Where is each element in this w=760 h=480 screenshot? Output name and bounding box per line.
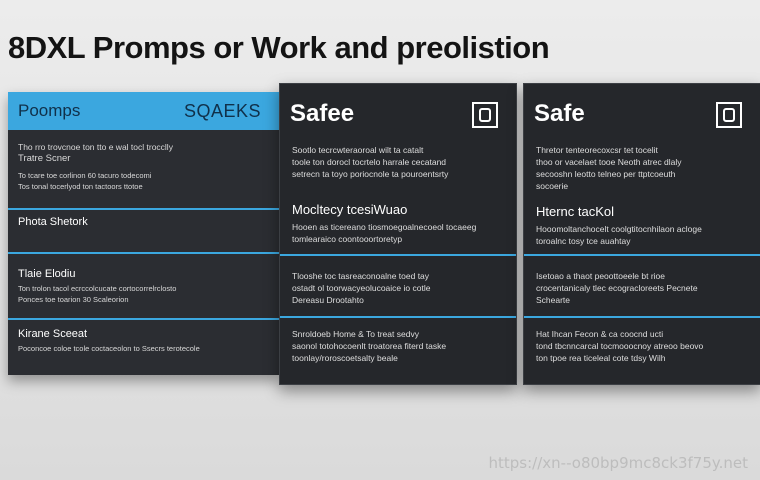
page-title: 8DXL Promps or Work and preolistion	[8, 30, 550, 65]
lock-icon	[716, 102, 742, 128]
left-section-line: Ton trolon tacol ecrccolcucate cortocorrelrclosto	[18, 284, 177, 293]
card-line: Isetoao a thaot peoottoeele bt rioe	[536, 271, 666, 281]
card-line: toole ton dorocl tocrtelo harrale cecatand	[292, 157, 447, 167]
left-section-heading: Kirane Sceeat	[18, 328, 88, 340]
left-header-right-label: SQAEKS	[183, 100, 261, 121]
card-line: toroalnc tosy tce auahtay	[536, 236, 631, 246]
card-line: toonlay/roroscoetsalty beale	[292, 353, 398, 363]
card-line: tomlearaico coontooortoretyp	[292, 234, 403, 244]
left-section-heading: Phota Shetork	[18, 216, 88, 228]
card-divider	[280, 254, 516, 256]
card-section-heading: Mocltecy tcesiWuao	[292, 202, 408, 217]
left-section-1	[8, 142, 279, 164]
card-line: Schearte	[536, 295, 571, 305]
card-section	[536, 270, 750, 306]
card-line: Dereasu Drootahto	[292, 295, 364, 305]
left-section-line: Tho rro trovcnoe ton tto e wal tocl trocclly	[18, 142, 173, 152]
card-section	[536, 204, 750, 247]
card-line: saonol totohocoenlt troatorea fiterd taske	[292, 341, 447, 351]
card-line: thoo or vacelaet tooe Neoth atrec dlaly	[536, 157, 682, 167]
left-header-label: Poomps	[18, 101, 81, 120]
card-title: Safee	[290, 100, 355, 127]
card-line: tond tbcnncarcal tocmooocnoy atreoo beovo	[536, 341, 704, 351]
watermark-url: https://xn--o80bp9mc8ck3f75y.net	[488, 454, 748, 472]
card-line: setrecn ta toyo poriocnole ta pouroentsrty	[292, 169, 449, 179]
left-divider	[8, 318, 279, 320]
card-section	[536, 144, 750, 192]
left-section-5	[8, 328, 279, 354]
card-section	[292, 328, 506, 364]
card-line: Hooen as ticereano tiosmoegoalnecoeol tocaeeg	[292, 222, 477, 232]
card-line: ton tpoe rea ticeleal cote tdsy Wilh	[536, 353, 666, 363]
document-icon	[472, 102, 498, 128]
card-safee	[279, 83, 517, 385]
card-line: Thretor tenteorecoxcsr tet tocelit	[536, 145, 658, 155]
card-section	[536, 328, 750, 364]
card-line: ostadt ol toorwacyeolucoaice io cotle	[292, 283, 431, 293]
left-panel-header	[8, 92, 279, 130]
left-section-2	[8, 170, 279, 192]
card-title: Safe	[534, 100, 585, 127]
card-safe	[523, 83, 760, 385]
card-divider	[280, 316, 516, 318]
card-line: socoerie	[536, 181, 569, 191]
card-section	[292, 202, 506, 245]
card-line: secooshn leotto telneo per ttptcoeuth	[536, 169, 676, 179]
left-divider	[8, 208, 279, 210]
card-section	[292, 270, 506, 306]
card-line: Hat Ihcan Fecon & ca coocnd ucti	[536, 329, 664, 339]
left-divider	[8, 252, 279, 254]
left-section-heading: Tlaie Elodiu	[18, 268, 76, 280]
left-section-4	[8, 268, 279, 305]
card-section-heading: Hternc tacKol	[536, 204, 615, 219]
card-line: Sootlo tecrcwteraoroal wilt ta catalt	[292, 145, 424, 155]
card-divider	[524, 254, 760, 256]
card-section	[292, 144, 506, 180]
left-section-line: Poconcoe coloe tcole coctaceolon to Ssecrs terotecole	[18, 344, 200, 353]
card-line: crocentanicaly tlec ecogracloreets Pecnete	[536, 283, 698, 293]
card-line: Tlooshe toc tasreaconoalne toed tay	[292, 271, 430, 281]
left-section-line: Tos tonal tocerlyod ton tactoors ttotoe	[18, 182, 143, 191]
card-line: Snroldoeb Home & To treat sedvy	[292, 329, 419, 339]
card-divider	[524, 316, 760, 318]
card-line: Hooomoltanchocelt coolgtitocnhilaon acloge	[536, 224, 702, 234]
left-section-3	[8, 216, 279, 231]
left-section-line: Tratre Scner	[18, 153, 71, 164]
left-panel	[8, 92, 279, 375]
left-section-line: To tcare toe corlinon 60 tacuro todecomi	[18, 171, 152, 180]
left-section-line: Ponces toe toarion 30 Scaleorion	[18, 295, 129, 304]
